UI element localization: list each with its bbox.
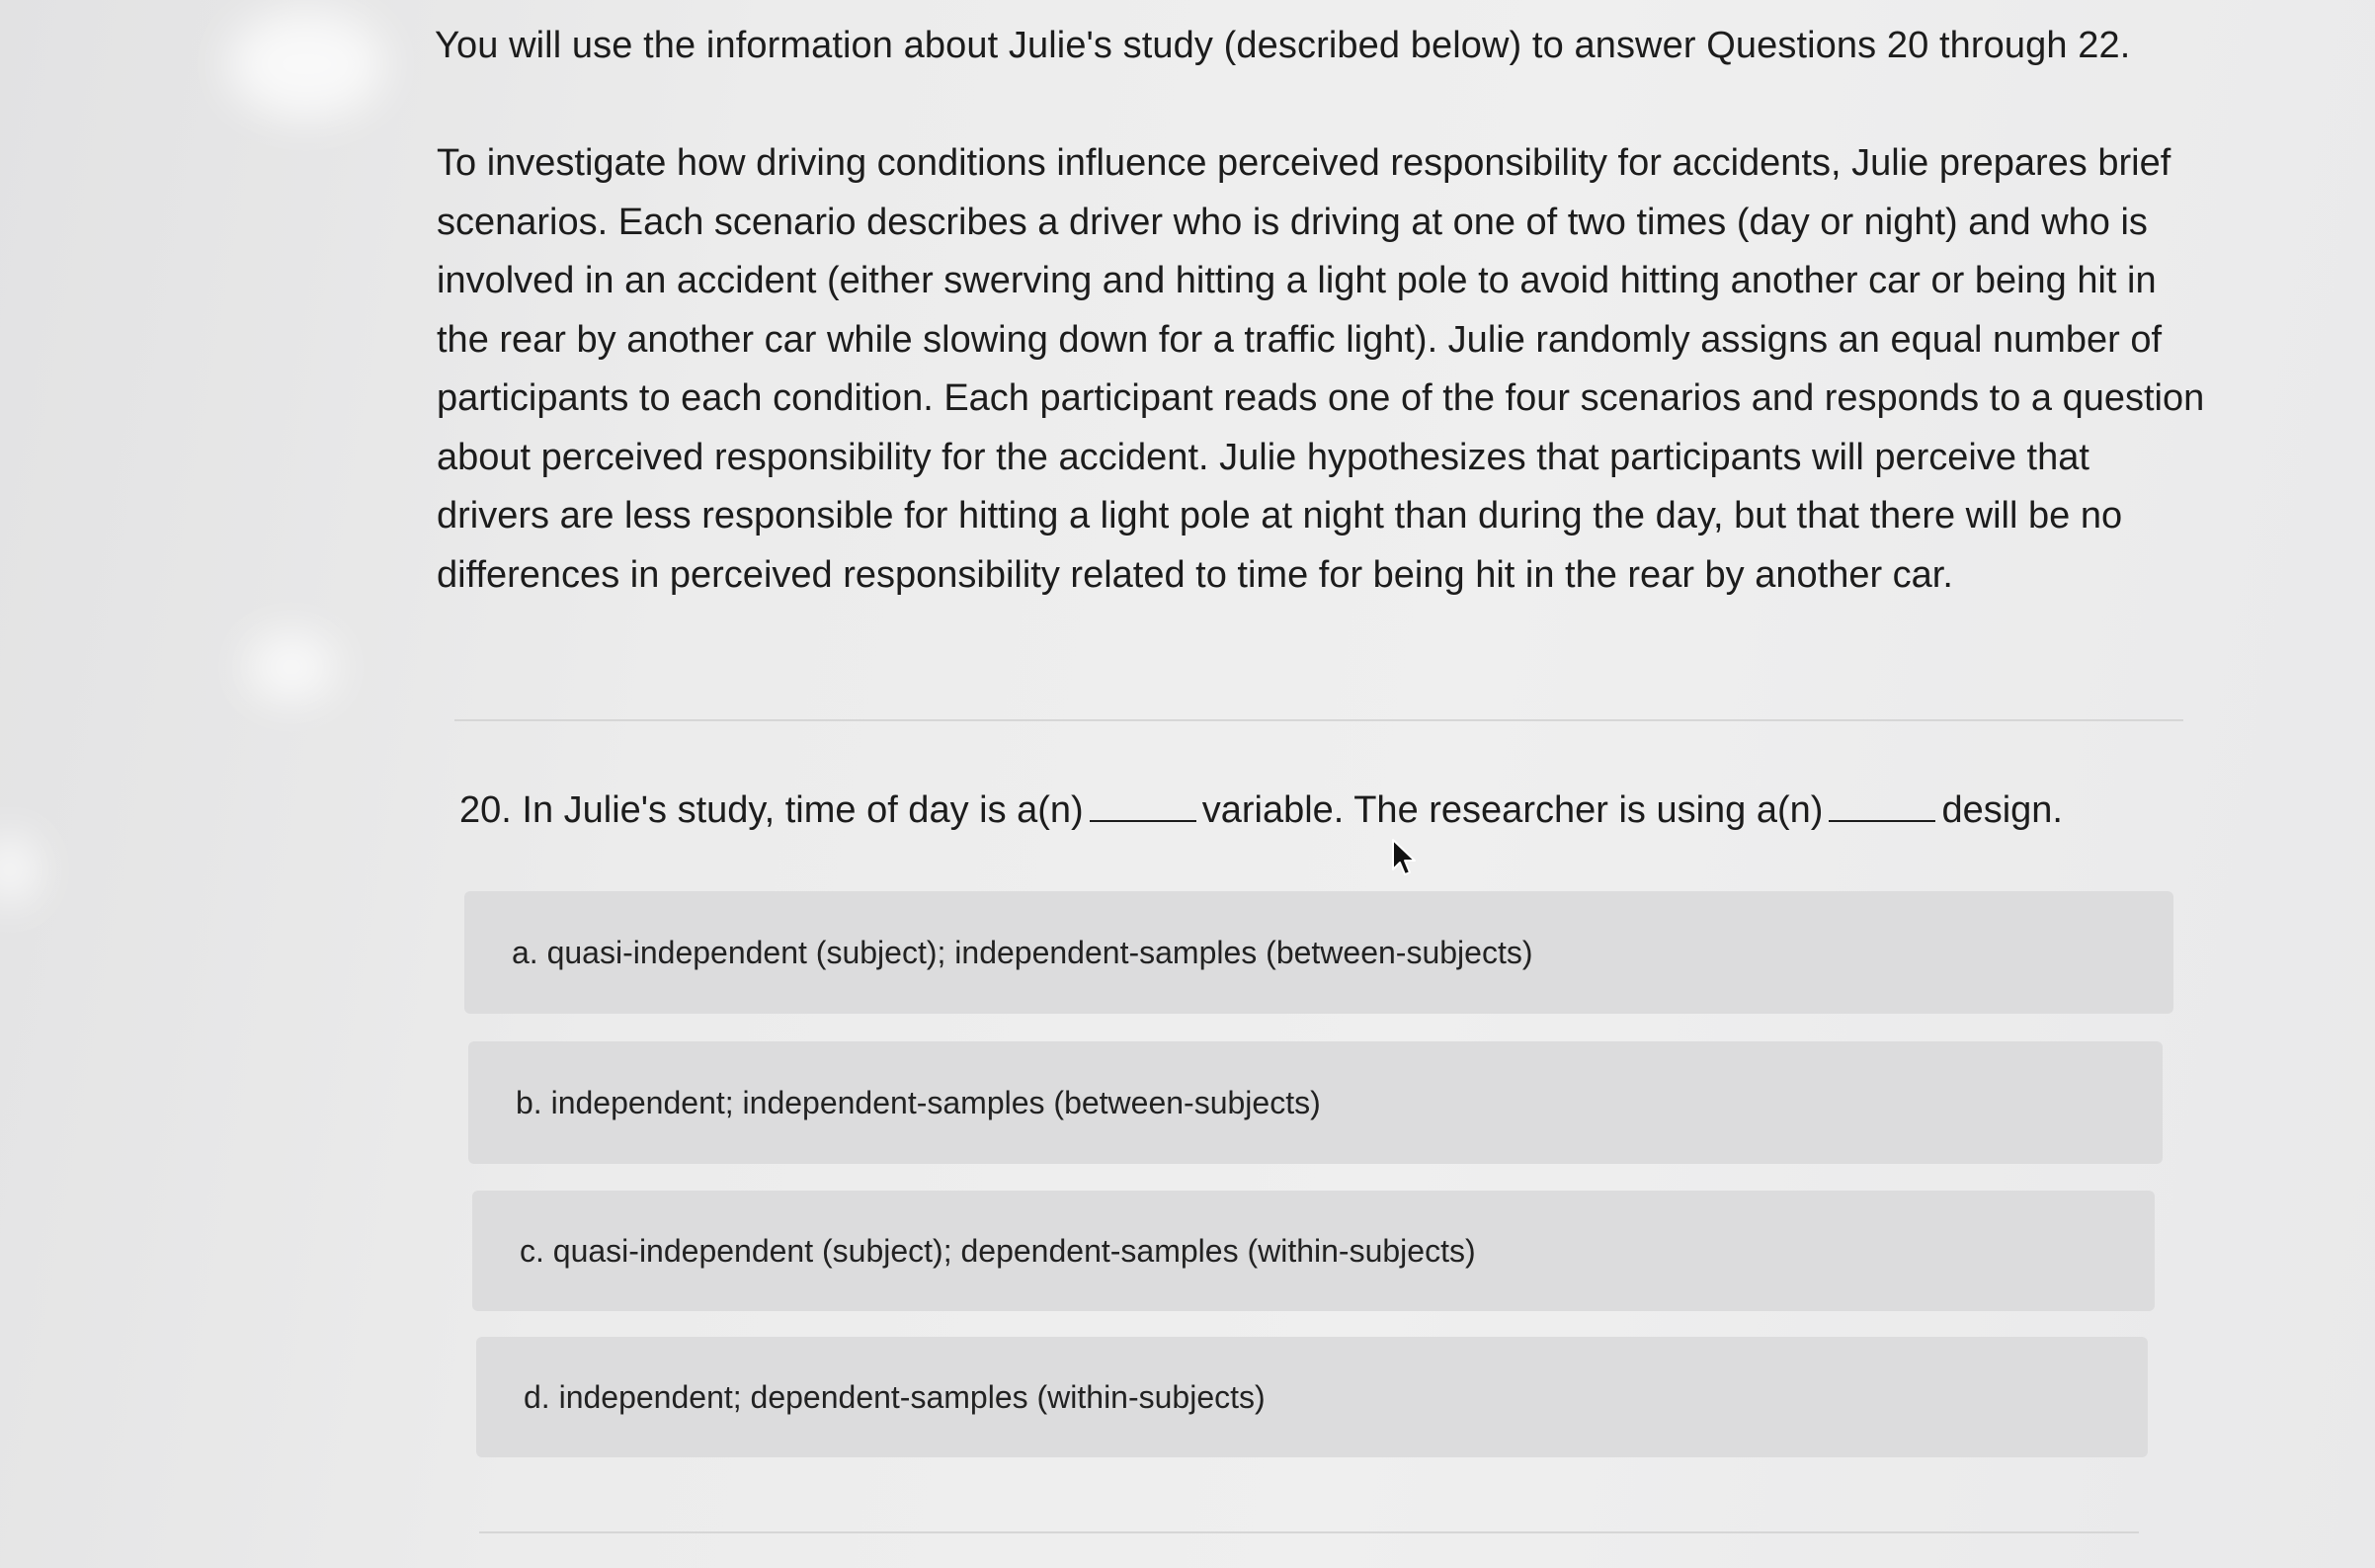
answer-option-b[interactable] (468, 1041, 2163, 1164)
section-divider (479, 1531, 2139, 1533)
answer-option-label: b. independent; independent-samples (between-subjects) (516, 1084, 1321, 1120)
question-text-part2: variable. The researcher is using a(n) (1201, 789, 1824, 831)
screen-glare (0, 835, 40, 904)
question-text-part3: design. (1941, 789, 2063, 831)
study-scenario-text: To investigate how driving conditions influence perceived responsibility for accidents, Julie prepares brief scenarios. Each scenario describes a driver who is driving at one of two times (day or night) and who is involved in an accident (either swerving and hitting a light pole to avoid hitting another car or being hit in the rear by another car while slowing down for a traffic light). Julie randomly assigns an equal number of participants to each condition. Each participant reads one of the four scenarios and responds to a question about perceived responsibility for the accident. Julie hypothesizes that participants will perceive that drivers are less responsible for hitting a light pole at night than during the day, but that there will be no differences in perceived responsibility related to time for being hit in the rear by another car. (437, 142, 2205, 596)
question-prompt (459, 784, 2198, 836)
answer-blank-1 (1090, 790, 1196, 822)
answer-option-label: d. independent; dependent-samples (within-subjects) (524, 1378, 1266, 1415)
section-divider (454, 719, 2183, 721)
arrow-cursor-icon (1391, 838, 1417, 877)
screen-glare (227, 10, 385, 119)
instructions-text: You will use the information about Julie's study (described below) to answer Questions 20 through 22. (435, 25, 2131, 66)
question-text-part1: 20. In Julie's study, time of day is a(n) (459, 789, 1084, 831)
answer-option-a[interactable] (464, 891, 2173, 1014)
answer-blank-2 (1829, 790, 1935, 822)
answer-option-d[interactable] (476, 1337, 2148, 1457)
answer-option-c[interactable] (472, 1191, 2155, 1311)
answer-option-label: c. quasi-independent (subject); dependent-samples (within-subjects) (520, 1232, 1476, 1269)
answer-option-label: a. quasi-independent (subject); independent-samples (between-subjects) (512, 934, 1533, 970)
screen-glare (247, 632, 336, 701)
